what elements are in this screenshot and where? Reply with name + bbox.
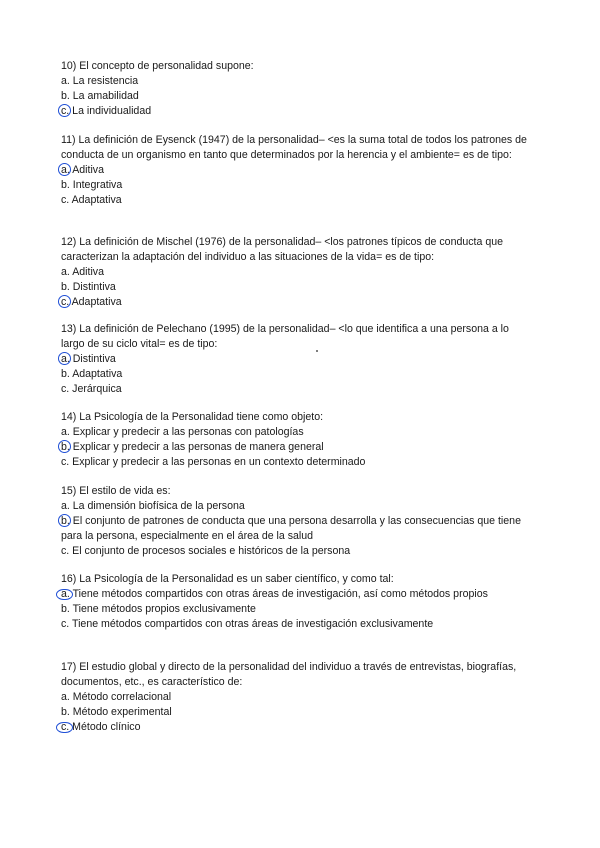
question-11 xyxy=(61,133,531,208)
question-text: 10) El concepto de personalidad supone: xyxy=(61,60,254,72)
option-b: b. La amabilidad xyxy=(61,90,139,102)
question-17 xyxy=(61,660,531,735)
option-label: c. La individualidad xyxy=(61,105,152,117)
option-c xyxy=(61,720,531,735)
option-a: a. Explicar y predecir a las personas con patologías xyxy=(61,426,304,438)
option-label: a. Aditiva xyxy=(61,164,104,176)
question-text: 15) El estilo de vida es: xyxy=(61,485,171,497)
question-13 xyxy=(61,322,531,397)
question-10 xyxy=(61,59,531,119)
question-12 xyxy=(61,235,531,310)
question-16 xyxy=(61,572,531,632)
option-label: c. Adaptativa xyxy=(61,296,122,308)
option-c: c. Adaptativa xyxy=(61,194,122,206)
option-b: b. Tiene métodos propios exclusivamente xyxy=(61,603,256,615)
pen-circle-mark xyxy=(58,163,71,176)
option-a: a. La dimensión biofísica de la persona xyxy=(61,500,245,512)
option-b xyxy=(61,514,531,544)
option-c xyxy=(61,295,531,310)
stray-dot xyxy=(316,350,318,352)
option-a: a. Aditiva xyxy=(61,266,104,278)
pen-circle-mark xyxy=(58,295,71,308)
option-b: b. Método experimental xyxy=(61,706,172,718)
pen-circle-mark xyxy=(58,104,71,117)
pen-circle-mark xyxy=(58,440,71,453)
option-label: a. Tiene métodos compartidos con otras áreas de investigación, así como métodos propios xyxy=(61,588,488,600)
pen-circle-mark xyxy=(56,722,73,733)
option-label: b. El conjunto de patrones de conducta que una persona desarrolla y las consecuencias que tiene para la persona, especialmente en el área de la salud xyxy=(61,515,521,542)
option-c: c. Jerárquica xyxy=(61,383,122,395)
question-text: 12) La definición de Mischel (1976) de la personalidad– <los patrones típicos de conducta que caracterizan la adaptación del individuo a las situaciones de la vida= es de tipo: xyxy=(61,236,503,263)
option-label: b. Explicar y predecir a las personas de manera general xyxy=(61,441,324,453)
question-15 xyxy=(61,484,531,559)
question-text: 14) La Psicología de la Personalidad tiene como objeto: xyxy=(61,411,324,423)
question-text: 16) La Psicología de la Personalidad es un saber científico, y como tal: xyxy=(61,573,394,585)
option-a xyxy=(61,163,531,178)
option-c: c. El conjunto de procesos sociales e históricos de la persona xyxy=(61,545,351,557)
pen-circle-mark xyxy=(58,514,71,527)
option-b xyxy=(61,440,531,455)
pen-circle-mark xyxy=(56,589,73,600)
option-a: a. La resistencia xyxy=(61,75,139,87)
option-a: a. Método correlacional xyxy=(61,691,172,703)
question-14 xyxy=(61,410,531,470)
option-a xyxy=(61,587,531,602)
option-label: c. Método clínico xyxy=(61,721,141,733)
option-b: b. Distintiva xyxy=(61,281,116,293)
option-c: c. Explicar y predecir a las personas en un contexto determinado xyxy=(61,456,366,468)
option-c xyxy=(61,104,531,119)
option-c: c. Tiene métodos compartidos con otras áreas de investigación exclusivamente xyxy=(61,618,434,630)
pen-circle-mark xyxy=(58,352,71,365)
question-text: 17) El estudio global y directo de la personalidad del individuo a través de entrevistas, biografías, documentos, etc., es característico de: xyxy=(61,661,517,688)
option-b: b. Adaptativa xyxy=(61,368,123,380)
question-text: 13) La definición de Pelechano (1995) de la personalidad– <lo que identifica a una persona a lo largo de su ciclo vital= es de tipo: xyxy=(61,323,509,350)
option-label: a. Distintiva xyxy=(61,353,116,365)
option-a xyxy=(61,352,531,367)
option-b: b. Integrativa xyxy=(61,179,123,191)
question-text: 11) La definición de Eysenck (1947) de la personalidad– <es la suma total de todos los patrones de conducta de un organismo en tanto que determinados por la herencia y el ambiente= es de tipo: xyxy=(61,134,527,161)
